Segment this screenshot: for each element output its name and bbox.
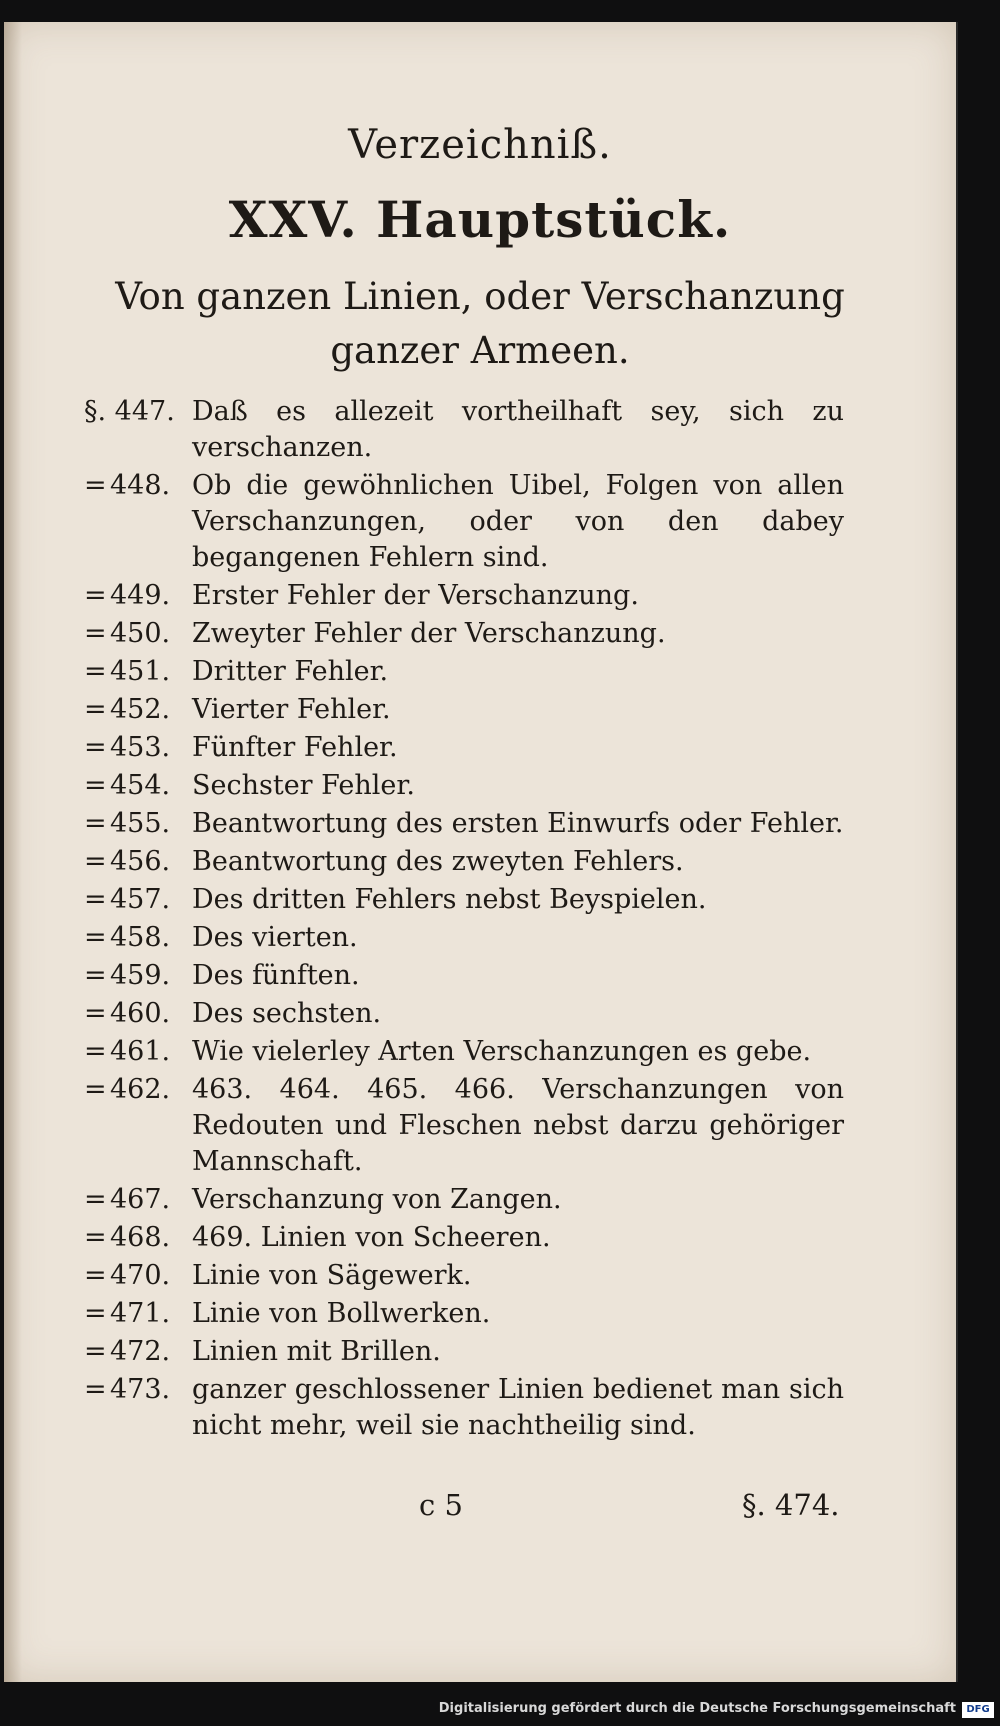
entry-text: 469. Linien von Scheeren. xyxy=(192,1222,551,1253)
dfg-logo-icon: DFG xyxy=(962,1702,994,1718)
toc-entry xyxy=(84,1258,844,1294)
toc-entry xyxy=(84,654,844,690)
ditto-mark: = xyxy=(84,960,107,991)
paragraph-number: 451. xyxy=(110,656,171,687)
toc-entry xyxy=(84,920,844,956)
toc-entry xyxy=(84,468,844,576)
ditto-mark: = xyxy=(84,770,107,801)
entry-text: ganzer geschlossener Linien bedienet man sich nicht mehr, weil sie nachtheilig sind. xyxy=(192,1374,844,1441)
entry-text: Des dritten Fehlers nebst Beyspielen. xyxy=(192,884,707,915)
entry-text: Des vierten. xyxy=(192,922,358,953)
toc-entry xyxy=(84,730,844,766)
paragraph-number: 459. xyxy=(110,960,171,991)
entry-text: Linie von Sägewerk. xyxy=(192,1260,472,1291)
entry-text: Beantwortung des ersten Einwurfs oder Fehler. xyxy=(192,808,844,839)
ditto-mark: = xyxy=(84,884,107,915)
toc-entry xyxy=(84,1296,844,1332)
toc-entry xyxy=(84,578,844,614)
paragraph-number: 462. xyxy=(110,1074,171,1105)
entry-text: Wie vielerley Arten Verschanzungen es gebe. xyxy=(192,1036,812,1067)
paragraph-number: 472. xyxy=(110,1336,171,1367)
paragraph-number: 458. xyxy=(110,922,171,953)
ditto-mark: = xyxy=(84,1036,107,1067)
toc-entry xyxy=(84,768,844,804)
ditto-mark: = xyxy=(84,470,107,501)
paragraph-number: §. 447. xyxy=(84,396,175,427)
toc-entry xyxy=(84,1034,844,1070)
paragraph-number: 467. xyxy=(110,1184,171,1215)
paragraph-number: 460. xyxy=(110,998,171,1029)
table-of-contents xyxy=(84,394,844,1446)
entry-text: Fünfter Fehler. xyxy=(192,732,398,763)
paragraph-number: 457. xyxy=(110,884,171,915)
toc-entry xyxy=(84,1220,844,1256)
ditto-mark: = xyxy=(84,1074,107,1105)
paragraph-number: 449. xyxy=(110,580,171,611)
toc-entry xyxy=(84,806,844,842)
toc-entry xyxy=(84,394,844,466)
ditto-mark: = xyxy=(84,1336,107,1367)
paragraph-number: 473. xyxy=(110,1374,171,1405)
entry-text: Ob die gewöhnlichen Uibel, Folgen von allen Verschanzungen, oder von den dabey begangenen Fehlern sind. xyxy=(192,470,844,573)
ditto-mark: = xyxy=(84,922,107,953)
toc-entry xyxy=(84,616,844,652)
toc-entry xyxy=(84,1372,844,1444)
paragraph-number: 450. xyxy=(110,618,171,649)
toc-entry xyxy=(84,996,844,1032)
entry-text: Daß es allezeit vortheilhaft sey, sich zu verschanzen. xyxy=(192,396,844,463)
paragraph-number: 461. xyxy=(110,1036,171,1067)
toc-entry xyxy=(84,882,844,918)
toc-entry xyxy=(84,844,844,880)
toc-entry xyxy=(84,1072,844,1180)
toc-entry xyxy=(84,958,844,994)
chapter-title: Von ganzen Linien, oder Verschanzung ganzer Armeen. xyxy=(115,275,845,372)
ditto-mark: = xyxy=(84,656,107,687)
digitization-note: Digitalisierung gefördert durch die Deutsche Forschungsgemeinschaft xyxy=(438,1701,956,1716)
paragraph-number: 468. xyxy=(110,1222,171,1253)
paragraph-number: 453. xyxy=(110,732,171,763)
paragraph-number: 471. xyxy=(110,1298,171,1329)
entry-text: Vierter Fehler. xyxy=(192,694,391,725)
catchword: §. 474. xyxy=(742,1488,840,1522)
chapter-heading: XXV. Hauptstück. xyxy=(228,190,732,249)
entry-text: Beantwortung des zweyten Fehlers. xyxy=(192,846,684,877)
entry-text: Linie von Bollwerken. xyxy=(192,1298,491,1329)
toc-entry xyxy=(84,1182,844,1218)
entry-text: Linien mit Brillen. xyxy=(192,1336,441,1367)
ditto-mark: = xyxy=(84,732,107,763)
signature-mark: c 5 xyxy=(419,1488,463,1522)
paragraph-number: 452. xyxy=(110,694,171,725)
toc-entry xyxy=(84,1334,844,1370)
ditto-mark: = xyxy=(84,694,107,725)
entry-text: Erster Fehler der Verschanzung. xyxy=(192,580,639,611)
entry-text: Dritter Fehler. xyxy=(192,656,389,687)
book-page xyxy=(4,22,958,1682)
entry-text: 463. 464. 465. 466. Verschanzungen von Redouten und Fleschen nebst darzu gehöriger Mannschaft. xyxy=(192,1074,844,1177)
ditto-mark: = xyxy=(84,998,107,1029)
ditto-mark: = xyxy=(84,1298,107,1329)
paragraph-number: 456. xyxy=(110,846,171,877)
toc-entry xyxy=(84,692,844,728)
entry-text: Verschanzung von Zangen. xyxy=(192,1184,562,1215)
entry-text: Des sechsten. xyxy=(192,998,382,1029)
digitization-bar xyxy=(0,1697,1000,1726)
ditto-mark: = xyxy=(84,618,107,649)
entry-text: Sechster Fehler. xyxy=(192,770,415,801)
entry-text: Zweyter Fehler der Verschanzung. xyxy=(192,618,666,649)
ditto-mark: = xyxy=(84,808,107,839)
ditto-mark: = xyxy=(84,1184,107,1215)
index-heading: Verzeichniß. xyxy=(348,122,612,168)
paragraph-number: 454. xyxy=(110,770,171,801)
ditto-mark: = xyxy=(84,580,107,611)
entry-text: Des fünften. xyxy=(192,960,360,991)
ditto-mark: = xyxy=(84,846,107,877)
ditto-mark: = xyxy=(84,1222,107,1253)
paragraph-number: 470. xyxy=(110,1260,171,1291)
ditto-mark: = xyxy=(84,1260,107,1291)
paragraph-number: 448. xyxy=(110,470,171,501)
ditto-mark: = xyxy=(84,1374,107,1405)
paragraph-number: 455. xyxy=(110,808,171,839)
